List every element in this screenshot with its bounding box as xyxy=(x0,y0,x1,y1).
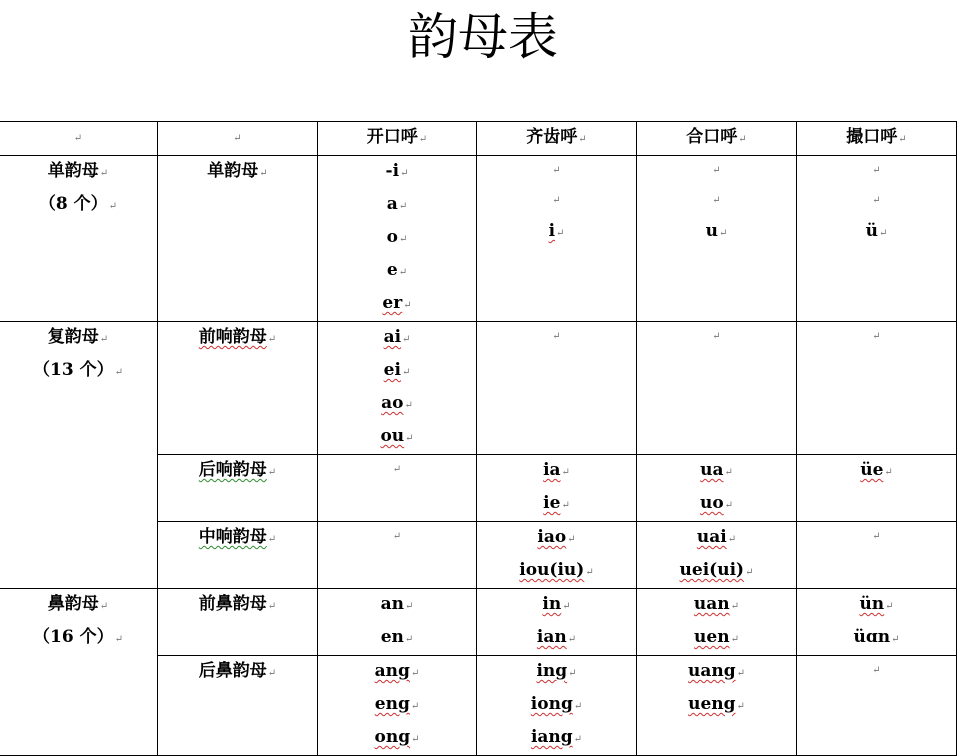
round-cell: ün↵ üɑn↵ xyxy=(797,589,957,656)
subgroup-cell: 后鼻韵母↵ xyxy=(158,656,318,756)
subgroup-cell: 中响韵母↵ xyxy=(158,522,318,589)
round-cell: ↵ xyxy=(797,322,957,455)
closed-cell: ua↵ uo↵ xyxy=(637,455,797,522)
open-cell: ai↵ ei↵ ao↵ ou↵ xyxy=(318,322,477,455)
header-cell-subgroup: ↵ xyxy=(158,122,318,156)
open-cell: an↵ en↵ xyxy=(318,589,477,656)
open-cell: ↵ xyxy=(318,455,477,522)
header-row xyxy=(0,122,957,156)
finals-table xyxy=(0,121,957,756)
even-cell: ing↵ iong↵ iang↵ xyxy=(477,656,637,756)
even-cell: iao↵ iou(iu)↵ xyxy=(477,522,637,589)
open-cell: ↵ xyxy=(318,522,477,589)
closed-cell: ↵ ↵ u↵ xyxy=(637,156,797,322)
header-cell-group: ↵ xyxy=(0,122,158,156)
closed-cell: uai↵ uei(ui)↵ xyxy=(637,522,797,589)
round-cell: ↵ xyxy=(797,656,957,756)
round-cell: ↵ ↵ ü↵ xyxy=(797,156,957,322)
page-title: 韵母表 xyxy=(408,8,558,66)
group-cell-compound: 复韵母↵ （13 个）↵ xyxy=(0,322,158,589)
closed-cell: uan↵ uen↵ xyxy=(637,589,797,656)
round-cell: ↵ xyxy=(797,522,957,589)
even-cell: ↵ ↵ i↵ xyxy=(477,156,637,322)
subgroup-cell: 前响韵母↵ xyxy=(158,322,318,455)
open-cell: -i↵ a↵ o↵ e↵ er↵ xyxy=(318,156,477,322)
even-cell: ↵ xyxy=(477,322,637,455)
group-cell-nasal: 鼻韵母↵ （16 个）↵ xyxy=(0,589,158,756)
header-cell-closed: 合口呼↵ xyxy=(637,122,797,156)
row-simple xyxy=(0,156,957,322)
group-cell-simple: 单韵母↵ （8 个）↵ xyxy=(0,156,158,322)
open-cell: ang↵ eng↵ ong↵ xyxy=(318,656,477,756)
row-front-sonant xyxy=(0,322,957,455)
subgroup-cell: 前鼻韵母↵ xyxy=(158,589,318,656)
row-front-nasal xyxy=(0,589,957,656)
subgroup-cell: 后响韵母↵ xyxy=(158,455,318,522)
subgroup-cell: 单韵母↵ xyxy=(158,156,318,322)
header-cell-round: 撮口呼↵ xyxy=(797,122,957,156)
even-cell: ia↵ ie↵ xyxy=(477,455,637,522)
closed-cell: ↵ xyxy=(637,322,797,455)
round-cell: üe↵ xyxy=(797,455,957,522)
closed-cell: uang↵ ueng↵ xyxy=(637,656,797,756)
header-cell-even: 齐齿呼↵ xyxy=(477,122,637,156)
header-cell-open: 开口呼↵ xyxy=(318,122,477,156)
even-cell: in↵ ian↵ xyxy=(477,589,637,656)
